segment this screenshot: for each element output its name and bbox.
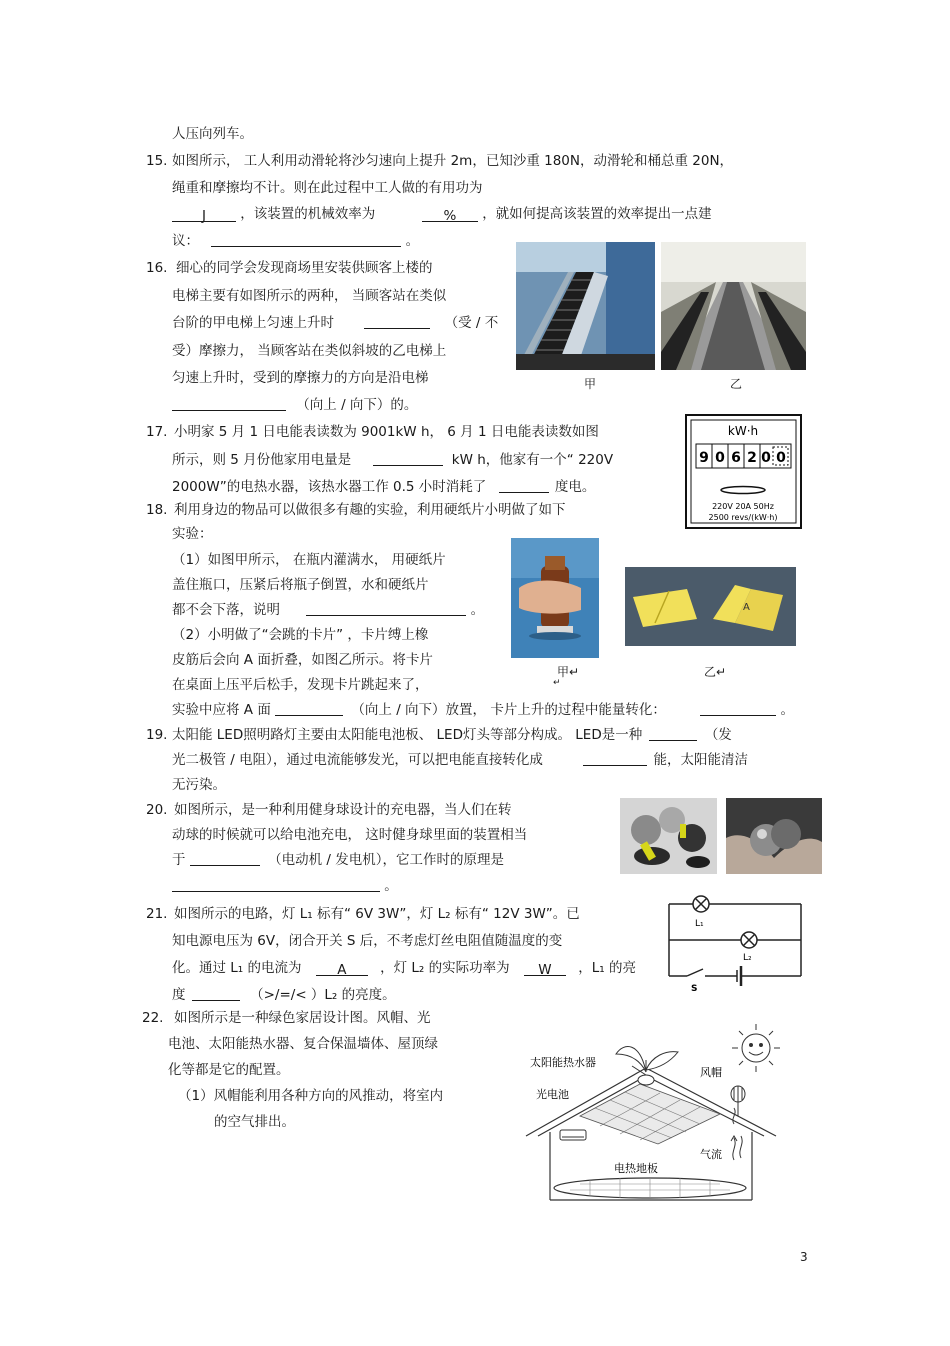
q16-line-5: 匀速上升时，受到的摩擦力的方向是沿电梯	[172, 370, 429, 386]
q19-line-3: 无污染。	[172, 777, 226, 793]
q18-number: 18.	[146, 502, 168, 518]
label-photovoltaic-cell: 光电池	[536, 1088, 569, 1101]
q16-line-4: 受）摩擦力， 当顾客站在类似斜坡的乙电梯上	[172, 343, 447, 359]
q15-blank-useful-work[interactable]	[172, 206, 236, 222]
q22-line-3: 化等都是它的配置。	[168, 1062, 290, 1078]
q19-line-2	[172, 750, 748, 770]
q17-line-3	[172, 477, 595, 497]
q18-line-9-text: 实验中应将 A 面	[172, 702, 271, 718]
q18-line-5-period: 。	[470, 602, 485, 618]
fitness-balls-photo	[620, 798, 717, 874]
q18-line-5-text: 都不会下落，说明	[172, 602, 280, 618]
q15-line-1: 如图所示， 工人利用动滑轮将沙匀速向上提升 2m，已知沙重 180N，动滑轮和桶总重 20N，	[172, 153, 734, 169]
label-l2: L₂	[743, 953, 752, 963]
q22-line-1: 如图所示是一种绿色家居设计图。风帽、光	[174, 1010, 431, 1026]
caption-yi: 乙	[730, 377, 743, 391]
q19-blank-type[interactable]	[649, 725, 697, 741]
escalator-step-photo	[516, 242, 655, 370]
q17-line-2-tail: kW h，他家有一个“ 220V	[451, 452, 614, 468]
q15-line-3	[172, 204, 712, 224]
q21-line-4-tail: （>/=/< ）L₂ 的亮度。	[250, 987, 396, 1003]
q22-line-5: 的空气排出。	[214, 1114, 295, 1130]
q21-line-3-mid: ，灯 L₂ 的实际功率为	[380, 960, 510, 976]
label-wind-cap: 风帽	[700, 1066, 722, 1079]
q21-blank-compare[interactable]	[192, 985, 240, 1001]
percent-unit: %	[443, 208, 457, 224]
electric-meter-figure	[685, 414, 802, 529]
q16-line-2: 电梯主要有如图所示的两种， 当顾客站在类似	[172, 288, 447, 304]
q18-line-6: （2）小明做了“会跳的卡片” ，卡片缚上橡	[172, 627, 429, 643]
top-line: 人压向列车。	[172, 126, 253, 142]
meter-digit: 9	[699, 450, 709, 466]
q18-line-9	[172, 700, 794, 720]
q17-line-2	[172, 450, 613, 470]
q21-number: 21.	[146, 906, 168, 922]
q18-line-4: 盖住瓶口，压紧后将瓶子倒置，水和硬纸片	[172, 577, 429, 593]
q20-line-4	[172, 876, 398, 896]
label-solar-water-heater: 太阳能热水器	[530, 1056, 596, 1069]
q15-suggestion-label: 议：	[172, 233, 199, 249]
lamp-l1-icon	[693, 896, 709, 912]
q15-blank-suggestion[interactable]	[211, 231, 401, 247]
q15-line-3-tail: ，就如何提高该装置的效率提出一点建	[482, 206, 712, 222]
q21-line-3-text: 化。通过 L₁ 的电流为	[172, 960, 302, 976]
q17-number: 17.	[146, 424, 168, 440]
battery-icon	[737, 966, 741, 986]
q19-line-1-tail: （发	[704, 727, 732, 743]
q18-blank-face[interactable]	[275, 700, 343, 716]
q16-blank-direction[interactable]	[172, 395, 286, 411]
caption-jia: 甲	[584, 377, 597, 391]
q19-blank-energy-form[interactable]	[583, 750, 647, 766]
label-l1: L₁	[695, 919, 704, 929]
q16-number: 16.	[146, 260, 168, 276]
q18-line-8: 在桌面上压平后松手，发现卡片跳起来了，	[172, 677, 429, 693]
card-face-label: A	[743, 602, 750, 613]
q20-line-1: 如图所示，是一种利用健身球设计的充电器，当人们在转	[174, 802, 512, 818]
q18-blank-energy[interactable]	[700, 700, 776, 716]
leaf-icon	[616, 1047, 678, 1072]
meter-spec-1: 220V 20A 50Hz	[712, 502, 774, 511]
q15-period: 。	[405, 233, 420, 249]
q18-line-3: （1）如图甲所示， 在瓶内灌满水， 用硬纸片	[172, 552, 446, 568]
q17-blank-usage[interactable]	[373, 450, 443, 466]
q18-line-5	[172, 600, 484, 620]
q20-line-2: 动球的时候就可以给电池充电， 这时健身球里面的装置相当	[172, 827, 528, 843]
bottle-card-photo	[511, 538, 599, 658]
meter-unit-label: kW·h	[727, 424, 759, 438]
q15-number: 15.	[146, 153, 168, 169]
q21-line-2: 知电源电压为 6V，闭合开关 S 后，不考虑灯丝电阻值随温度的变	[172, 933, 563, 949]
green-house-diagram	[520, 1020, 800, 1204]
meter-spec-2: 2500 revs/(kW·h)	[708, 513, 778, 522]
q16-line-6	[172, 395, 417, 415]
q20-line-3-text: 于	[172, 852, 186, 868]
q16-line-1: 细心的同学会发现商场里安装供顾客上楼的	[176, 260, 433, 276]
q21-line-3	[172, 958, 636, 978]
label-airflow: 气流	[700, 1148, 722, 1161]
meter-digit: 2	[747, 450, 757, 466]
meter-digit: 0	[715, 450, 725, 466]
q21-line-4-text: 度	[172, 987, 186, 1003]
label-switch-s: S	[691, 984, 698, 994]
caption-yi-fig18: 乙↵	[704, 665, 727, 679]
ball-in-hands-photo	[726, 798, 822, 874]
joule-unit: J	[202, 208, 206, 224]
q18-line-2: 实验：	[172, 526, 213, 542]
q17-blank-energy[interactable]	[499, 477, 549, 493]
q19-line-1	[172, 725, 732, 745]
q17-line-3-text: 2000W”的电热水器，该热水器工作 0.5 小时消耗了	[172, 479, 487, 495]
circuit-diagram	[665, 894, 807, 994]
q18-line-9-mid: （向上 / 向下）放置， 卡片上升的过程中能量转化：	[351, 702, 666, 718]
q19-line-2-tail: 能，太阳能清洁	[653, 752, 748, 768]
q20-number: 20.	[146, 802, 168, 818]
q20-line-3	[172, 850, 504, 870]
q17-line-2-text: 所示，则 5 月份他家用电量是	[172, 452, 352, 468]
q21-line-1: 如图所示的电路，灯 L₁ 标有“ 6V 3W”，灯 L₂ 标有“ 12V 3W”。已	[174, 906, 580, 922]
q16-line-6-text: （向上 / 向下）的。	[296, 397, 418, 413]
q18-blank-explain[interactable]	[306, 600, 466, 616]
q15-line-3-text: ，该装置的机械效率为	[240, 206, 376, 222]
q16-blank-friction[interactable]	[364, 313, 430, 329]
meter-digit: 6	[731, 450, 741, 466]
page-number: 3	[800, 1250, 808, 1264]
q20-line-3-tail: （电动机 / 发电机），它工作时的原理是	[268, 852, 504, 868]
moving-walkway-photo	[661, 242, 806, 370]
wind-cap-icon	[731, 1086, 745, 1116]
lamp-l2-icon	[741, 932, 757, 948]
watt-unit: W	[538, 962, 552, 978]
q19-number: 19.	[146, 727, 168, 743]
q19-line-2-text: 光二极管 / 电阻），通过电流能够发光，可以把电能直接转化成	[172, 752, 543, 768]
label-electric-floor-heating: 电热地板	[614, 1162, 658, 1175]
q20-line-4-period: 。	[384, 878, 398, 894]
q21-blank-current[interactable]	[316, 960, 368, 976]
caption-mark: ↵	[553, 678, 561, 688]
ampere-unit: A	[337, 962, 347, 978]
sun-icon	[732, 1024, 780, 1072]
q21-blank-power[interactable]	[524, 960, 566, 976]
q21-line-3-tail: ，L₁ 的亮	[578, 960, 636, 976]
q18-line-1: 利用身边的物品可以做很多有趣的实验，利用硬纸片小明做了如下	[174, 502, 566, 518]
q15-blank-efficiency[interactable]	[422, 206, 478, 222]
q18-line-9-period: 。	[780, 702, 794, 718]
q22-number: 22.	[142, 1010, 164, 1026]
meter-digit: 0	[761, 450, 771, 466]
q16-line-3-tail: （受 / 不	[444, 315, 499, 331]
q17-line-1: 小明家 5 月 1 日电能表读数为 9001kW h， 6 月 1 日电能表读数如图	[174, 424, 599, 440]
q18-line-7: 皮筋后会向 A 面折叠，如图乙所示。将卡片	[172, 652, 433, 668]
meter-digit: 0	[776, 450, 786, 466]
q22-line-4: （1）风帽能利用各种方向的风推动，将室内	[178, 1088, 444, 1104]
q17-line-3-tail: 度电。	[554, 479, 596, 495]
q21-line-4	[172, 985, 396, 1005]
q22-line-2: 电池、太阳能热水器、复合保温墙体、屋顶绿	[168, 1036, 438, 1052]
q16-line-3-text: 台阶的甲电梯上匀速上升时	[172, 315, 334, 331]
air-conditioner-icon	[560, 1130, 586, 1140]
q15-line-4	[172, 231, 419, 251]
jumping-card-photo	[625, 567, 796, 646]
q16-line-3	[172, 313, 498, 333]
q19-line-1-text: 太阳能 LED照明路灯主要由太阳能电池板、 LED灯头等部分构成。 LED是一种	[172, 727, 643, 743]
q20-blank-principle[interactable]	[172, 876, 380, 892]
caption-jia-fig18: 甲↵	[557, 665, 580, 679]
q20-blank-device[interactable]	[190, 850, 260, 866]
q15-line-2: 绳重和摩擦均不计。则在此过程中工人做的有用功为	[172, 180, 483, 196]
